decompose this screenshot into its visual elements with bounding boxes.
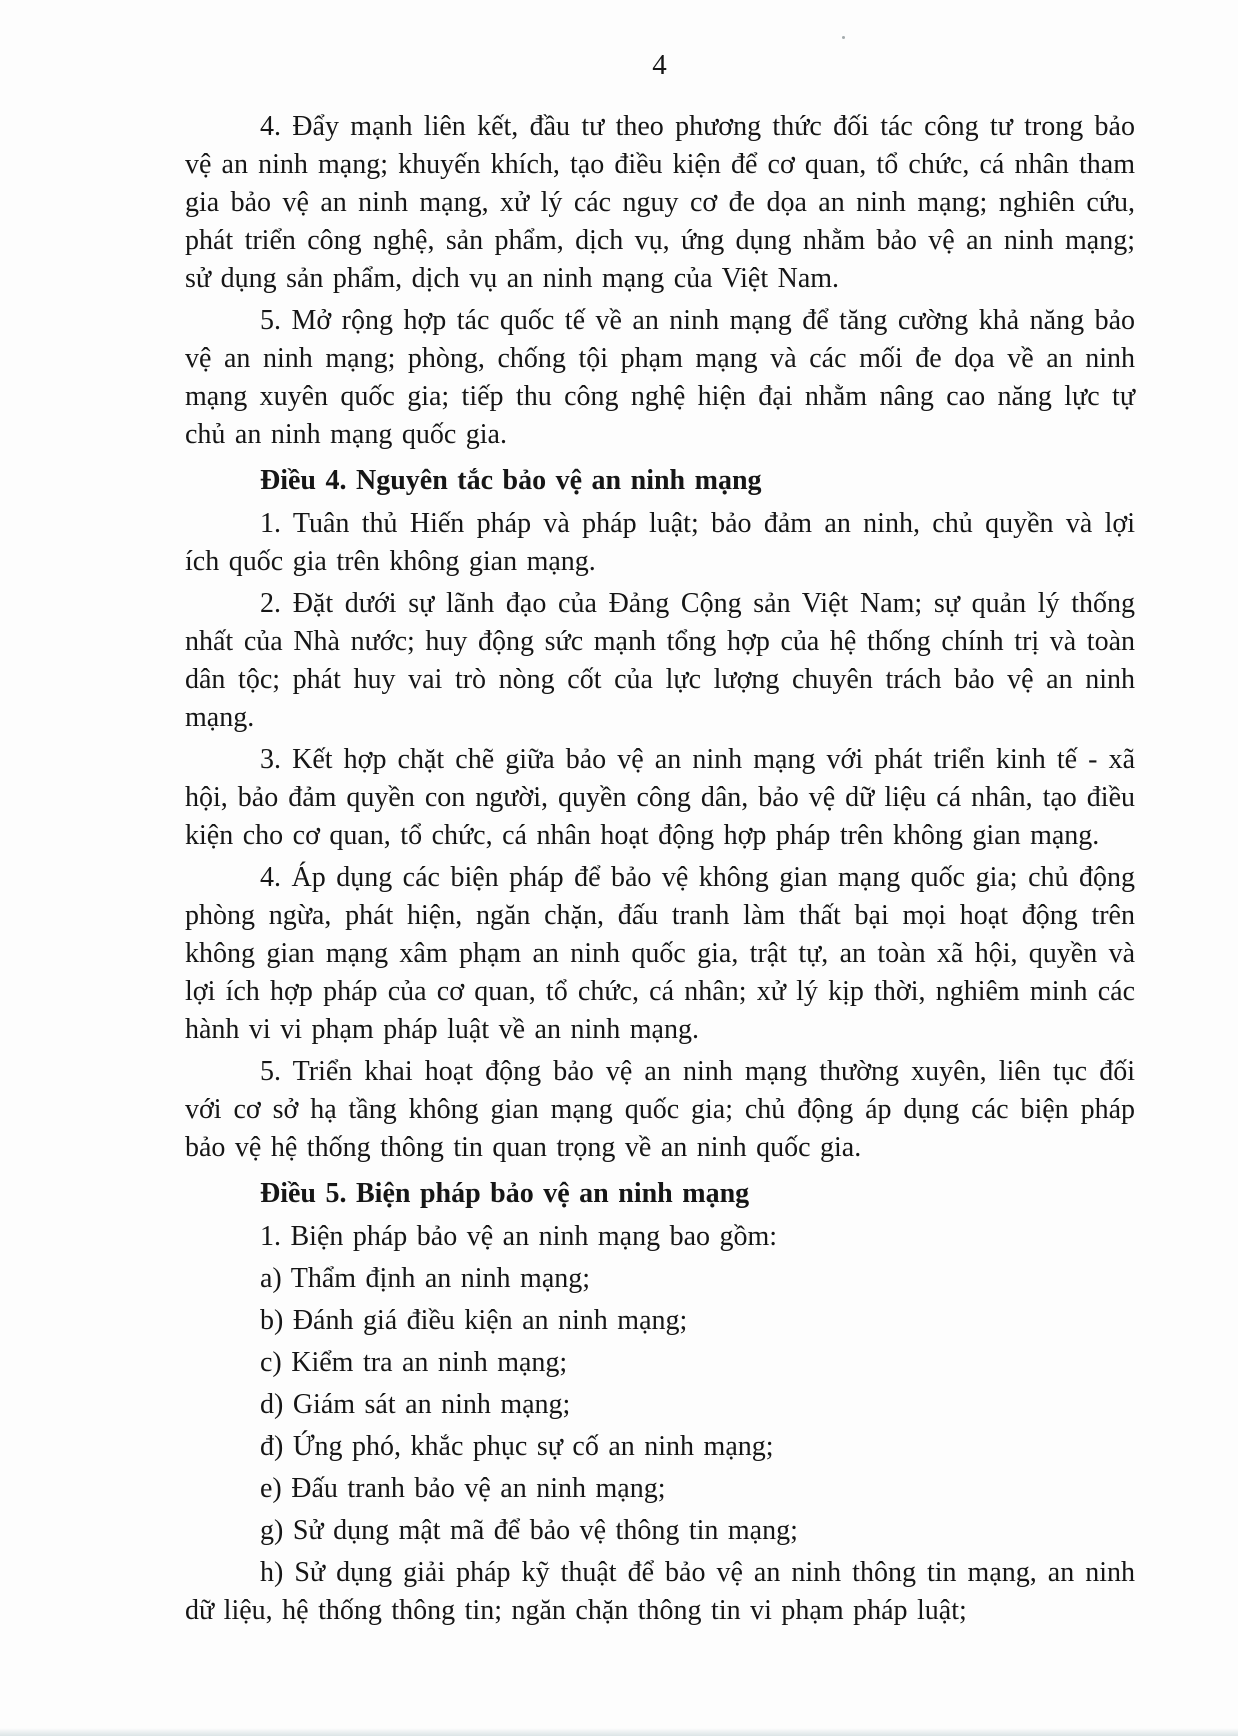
clause-paragraph-4b: 4. Áp dụng các biện pháp để bảo vệ không gian mạng quốc gia; chủ động phòng ngừa, phát hiện, ngăn chặn, đấu tranh làm thất bại mọi hoạt động trên không gian mạng xâm phạm an ninh quốc gia, trật tự, an toàn xã hội, quyền và lợi ích hợp pháp của cơ quan, tổ chức, cá nhân; xử lý kịp thời, nghiêm minh các hành vi vi phạm pháp luật về an ninh mạng. <box>185 862 1135 1045</box>
list-item-point-b: b) Đánh giá điều kiện an ninh mạng; <box>260 1305 688 1336</box>
clause-paragraph-1: 1. Tuân thủ Hiến pháp và pháp luật; bảo đảm an ninh, chủ quyền và lợi ích quốc gia trên không gian mạng. <box>185 508 1135 577</box>
article-heading-dieu-4: Điều 4. Nguyên tắc bảo vệ an ninh mạng <box>260 465 762 496</box>
document-text-column <box>185 46 1135 1634</box>
scan-speck <box>1106 178 1108 180</box>
list-item-point-h: h) Sử dụng giải pháp kỹ thuật để bảo vệ an ninh thông tin mạng, an ninh dữ liệu, hệ thống thông tin; ngăn chặn thông tin vi phạm pháp luật; <box>185 1557 1135 1626</box>
clause-paragraph-5: 5. Mở rộng hợp tác quốc tế về an ninh mạng để tăng cường khả năng bảo vệ an ninh mạng; phòng, chống tội phạm mạng và các mối đe dọa về an ninh mạng xuyên quốc gia; tiếp thu công nghệ hiện đại nhằm nâng cao năng lực tự chủ an ninh mạng quốc gia. <box>185 305 1135 450</box>
clause-paragraph-3: 3. Kết hợp chặt chẽ giữa bảo vệ an ninh mạng với phát triển kinh tế - xã hội, bảo đảm quyền con người, quyền công dân, bảo vệ dữ liệu cá nhân, tạo điều kiện cho cơ quan, tổ chức, cá nhân hoạt động hợp pháp trên không gian mạng. <box>185 744 1135 851</box>
clause-intro-paragraph: 1. Biện pháp bảo vệ an ninh mạng bao gồm: <box>260 1221 778 1252</box>
list-item-point-e: e) Đấu tranh bảo vệ an ninh mạng; <box>260 1473 666 1504</box>
article-heading-dieu-5: Điều 5. Biện pháp bảo vệ an ninh mạng <box>260 1178 750 1209</box>
clause-paragraph-2: 2. Đặt dưới sự lãnh đạo của Đảng Cộng sản Việt Nam; sự quản lý thống nhất của Nhà nước; huy động sức mạnh tổng hợp của hệ thống chính trị và toàn dân tộc; phát huy vai trò nòng cốt của lực lượng chuyên trách bảo vệ an ninh mạng. <box>185 588 1135 733</box>
list-item-point-g: g) Sử dụng mật mã để bảo vệ thông tin mạng; <box>260 1515 798 1546</box>
page-number: 4 <box>652 49 668 81</box>
scan-speck <box>842 36 845 39</box>
clause-paragraph-5b: 5. Triển khai hoạt động bảo vệ an ninh mạng thường xuyên, liên tục đối với cơ sở hạ tầng không gian mạng quốc gia; chủ động áp dụng các biện pháp bảo vệ hệ thống thông tin quan trọng về an ninh quốc gia. <box>185 1056 1135 1163</box>
scan-artifact-bottom-band <box>0 1728 1238 1736</box>
clause-paragraph-4: 4. Đẩy mạnh liên kết, đầu tư theo phương thức đối tác công tư trong bảo vệ an ninh mạng; khuyến khích, tạo điều kiện để cơ quan, tổ chức, cá nhân tham gia bảo vệ an ninh mạng, xử lý các nguy cơ đe dọa an ninh mạng; nghiên cứu, phát triển công nghệ, sản phẩm, dịch vụ, ứng dụng nhằm bảo vệ an ninh mạng; sử dụng sản phẩm, dịch vụ an ninh mạng của Việt Nam. <box>185 111 1135 294</box>
list-item-point-d: d) Giám sát an ninh mạng; <box>260 1389 571 1420</box>
list-item-point-a: a) Thẩm định an ninh mạng; <box>260 1263 591 1294</box>
list-item-point-dd: đ) Ứng phó, khắc phục sự cố an ninh mạng; <box>260 1431 774 1462</box>
list-item-point-c: c) Kiểm tra an ninh mạng; <box>260 1347 568 1378</box>
